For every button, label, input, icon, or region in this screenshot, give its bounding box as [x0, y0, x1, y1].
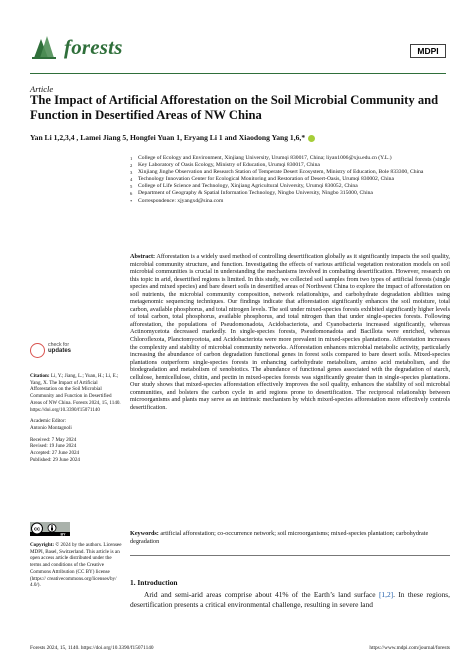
page-footer — [30, 645, 450, 651]
affiliation-number: 6 — [130, 191, 133, 197]
affiliation-text: College of Life Science and Technology, Xinjiang Agricultural University, Urumqi 830052, China — [138, 183, 358, 190]
paper-title: The Impact of Artificial Afforestation on the Soil Microbial Community and Function in Desertified Areas of NW China — [30, 93, 439, 122]
date-published: Published: 29 June 2024 — [30, 456, 80, 463]
affiliation-text: College of Ecology and Environment, Xinjiang University, Urumqi 830017, China; liyan1006@xju.edu.cn (Y.L.) — [138, 155, 392, 161]
citation-link[interactable]: [1,2] — [378, 590, 394, 599]
affiliation-item — [130, 198, 450, 205]
publisher-name: MDPI — [417, 46, 439, 56]
date-received: Received: 7 May 2024 — [30, 436, 77, 443]
affiliation-number: 4 — [130, 177, 133, 183]
affiliation-item — [130, 190, 450, 197]
check-for-updates-button[interactable] — [30, 342, 90, 364]
affiliation-number: 2 — [130, 163, 133, 169]
affiliation-text: Department of Geography & Spatial Information Technology, Ningbo University, Ningbo 315000, China — [138, 190, 373, 197]
header-rule — [30, 73, 446, 74]
affiliation-number: 3 — [130, 170, 133, 176]
affiliation-text: Xinjiang Jinghe Observation and Research Station of Temperate Desert Ecosystem, Ministry of Education, Bole 833300, China — [138, 169, 424, 176]
footer-journal-url[interactable]: https://www.mdpi.com/journal/forests — [369, 645, 450, 651]
date-revised: Revised: 19 June 2024 — [30, 443, 77, 450]
updates-line2: updates — [48, 348, 72, 354]
updates-line1: check for — [48, 342, 70, 348]
cc-by-license-icon[interactable] — [30, 522, 70, 536]
journal-name: forests — [64, 35, 123, 59]
affiliation-text: Correspondence: xjyangxd@sina.com — [138, 197, 224, 204]
intro-text-1: Arid and semi-arid areas comprise about 41% of the Earth’s land surface — [144, 590, 379, 599]
authors-text: Yan Li 1,2,3,4 , Lamei Jiang 5, Hongfei Yuan 1, Eryang Li 1 and Xiaodong Yang 1,6,* — [30, 133, 306, 142]
intro-text-2: . In these regions, desertification presents a critical environmental challenge, resulting in severe land — [130, 590, 450, 609]
affiliation-number: 5 — [130, 184, 133, 190]
author-list — [30, 133, 450, 142]
copyright-notice — [30, 542, 122, 589]
forests-logo-icon — [30, 34, 58, 60]
abstract-label: Abstract: — [130, 253, 156, 260]
footer-citation: Forests 2024, 15, 1140. https://doi.org/10.3390/f15071140 — [30, 645, 154, 651]
editor-label: Academic Editor: — [30, 418, 67, 425]
dates — [30, 437, 122, 464]
abstract-separator — [130, 555, 450, 556]
affiliation-list — [130, 155, 450, 205]
affiliation-text: Key Laboratory of Oasis Ecology, Ministry of Education, Urumqi 830017, China — [138, 162, 320, 169]
left-sidebar — [30, 373, 122, 468]
copyright-text: © 2024 by the authors. Licensee MDPI, Basel, Switzerland. This article is an open access article distributed under the terms and conditions of the Creative Commons Attribution (CC BY) license (https:// creativecommons.org/licenses/by/ 4.0/). — [30, 542, 122, 589]
affiliation-number: 1 — [130, 156, 133, 161]
citation — [30, 373, 122, 413]
abstract-text: Afforestation is a widely used method of controlling desertification globally as it significantly impacts the soil quality, microbial community structure, and function. Investigating the effects of various artificial vegetation restoration models on soil microbial communities is crucial in understanding the mechanisms involved in combating desertification. However, research on this topic in arid, desertified regions is limited. In this study, we collected soil samples from two types of artificial forests (single species and mixed species) and bare desert soils in desertified areas of Northwest China to explore the impact of afforestation on soil nutrients, the microbial community composition, network relationships, and carbohydrate degradation abilities using metagenomic sequencing techniques. Our findings indicate that afforestation significantly enhances the soil moisture, total carbon, available phosphorus, and total nitrogen levels. The soil under mixed-species forests exhibited significantly higher levels of total carbon, total phosphorus, available phosphorus, and total nitrogen than that under single-species forests. Following afforestation, the populations of Pseudomonadota, Acidobacteriota, and Cyanobacteria increased significantly, whereas Actinomycetota decreased markedly. In single-species forests, Pseudomonadota and Bacillota were enriched, whereas Chloroflexota, Planctomycetota, and Acidobacteriota were more prevalent in mixed-species plantations. Afforestation increases the complexity and stability of microbial community networks. Afforestation enhances microbial metabolic activity, particularly increasing the abundance of carbon degradation functional genes in forest soils compared to bare desert soils. Mixed-species plantations outperform single-species forests in enhancing carbohydrate metabolism, amino acid metabolism, and the biodegradation and metabolism of xenobiotics. The abundance of functional genes associated with the degradation of starch, cellulose, hemicellulose, chitin, and pectin in mixed-species forests was significantly greater than in single-species plantations. Our study shows that mixed-species afforestation effectively improves the soil quality, enhances the stability of soil microbial communities, and bolsters the carbon cycle in arid regions prone to desertification. The reciprocal relationship between microorganisms and plants may serve as an intrinsic mechanism by which mixed-species afforestation more effectively controls desertification. — [130, 253, 450, 411]
keywords-text: artificial afforestation; co-occurrence network; soil microorganisms; mixed-species plantation; carbohydrate degradation — [130, 530, 429, 545]
academic-editor — [30, 418, 122, 431]
abstract — [130, 253, 450, 411]
intro-paragraph — [130, 590, 450, 609]
affiliation-text: Technology Innovation Center for Ecological Monitoring and Restoration of Desert-Oasis, Urumqi 830002, China — [138, 176, 394, 183]
citation-label: Citation: — [30, 373, 50, 379]
svg-text:cc: cc — [33, 526, 41, 533]
keywords — [130, 530, 450, 545]
intro-heading: 1. Introduction — [130, 578, 178, 587]
mdpi-logo — [410, 44, 446, 58]
orcid-icon[interactable] — [308, 135, 315, 142]
editor-name: Antonio Montagnoli — [30, 424, 72, 431]
copyright-label: Copyright: — [30, 542, 55, 548]
updates-icon — [30, 343, 45, 358]
date-accepted: Accepted: 27 June 2024 — [30, 450, 80, 457]
citation-text: Li, Y.; Jiang, L.; Yuan, H.; Li, E.; Yang, X. The Impact of Artificial Afforestation on the Soil Microbial Community and Function in Desertified Areas of NW China. Forests 2024, 15, 1140. https://doi.org/10.3390/f15071140 — [30, 373, 121, 413]
affiliation-number: * — [130, 198, 133, 204]
keywords-label: Keywords: — [130, 530, 159, 537]
article-type: Article — [30, 84, 54, 94]
svg-text:BY: BY — [60, 532, 66, 536]
